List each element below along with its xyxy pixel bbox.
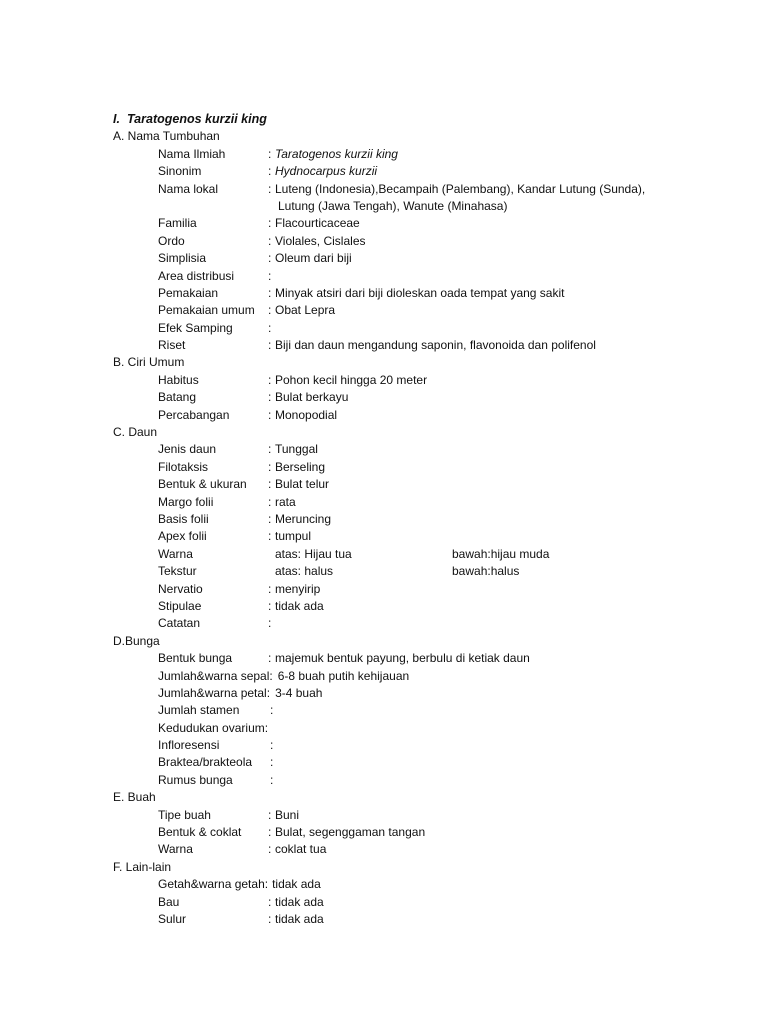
field-row-nama-lokal-continued (0, 198, 768, 215)
field-label: Bentuk bunga (158, 651, 233, 666)
field-row-sepal (0, 668, 768, 685)
field-value: Monopodial (275, 407, 338, 422)
field-colon: : (268, 146, 272, 161)
field-value: 6-8 buah putih kehijauan (277, 668, 410, 683)
field-row-warna-buah (0, 841, 768, 858)
field-label: Sulur (158, 911, 187, 926)
field-colon: : (268, 233, 272, 248)
field-row-tipe-buah (0, 807, 768, 824)
title-number: I. (113, 112, 120, 126)
field-row-margo-folii (0, 494, 768, 511)
field-colon: : (268, 842, 272, 857)
field-label: Warna (158, 546, 193, 561)
field-label: Margo folii (158, 494, 214, 509)
section-heading-a (0, 128, 768, 145)
field-label: Tekstur (158, 564, 197, 579)
field-label: Familia (158, 216, 197, 231)
field-label: Efek Samping (158, 320, 233, 335)
field-row-simplisia (0, 250, 768, 267)
field-colon: : (268, 494, 272, 509)
field-colon: : (268, 285, 272, 300)
field-colon: : (268, 459, 272, 474)
field-label: Pemakaian (158, 285, 219, 300)
field-label: Percabangan (158, 407, 230, 422)
field-value: Buni (275, 807, 300, 822)
field-row-getah (0, 876, 768, 893)
field-colon: : (268, 181, 272, 196)
field-row-area-distribusi (0, 268, 768, 285)
field-label: Getah&warna getah: (158, 877, 269, 892)
field-row-filotaksis (0, 459, 768, 476)
field-colon: : (268, 598, 272, 613)
field-row-bentuk-ukuran (0, 476, 768, 493)
field-row-kedudukan-ovarium (0, 720, 768, 737)
field-label: Area distribusi (158, 268, 235, 283)
field-row-batang (0, 389, 768, 406)
field-label: Nama Ilmiah (158, 146, 226, 161)
field-colon: : (268, 651, 272, 666)
field-value-top-side: atas: Hijau tua (275, 546, 352, 561)
field-value: Bulat telur (275, 477, 330, 492)
field-row-petal (0, 685, 768, 702)
field-label: Riset (158, 338, 186, 353)
section-heading-f (0, 859, 768, 876)
field-value: Flacourticaceae (275, 216, 360, 231)
document-page (0, 111, 768, 928)
field-colon: : (268, 251, 272, 266)
field-label: Sinonim (158, 164, 202, 179)
field-row-pemakaian-umum (0, 302, 768, 319)
field-label: Stipulae (158, 598, 202, 613)
field-value: 3-4 buah (275, 685, 323, 700)
field-label: Jumlah stamen (158, 703, 240, 718)
field-colon: : (270, 703, 274, 718)
field-value: tidak ada (275, 598, 324, 613)
field-label-group (158, 876, 321, 893)
field-label: Rumus bunga (158, 772, 233, 787)
field-row-bentuk-coklat (0, 824, 768, 841)
field-label: Kedudukan ovarium: (158, 720, 269, 735)
field-value: rata (275, 494, 296, 509)
field-colon: : (268, 581, 272, 596)
field-value: Obat Lepra (275, 303, 336, 318)
field-row-rumus-bunga (0, 772, 768, 789)
field-value: Berseling (275, 459, 326, 474)
title-text: Taratogenos kurzii king (127, 112, 267, 126)
field-value-continued: Lutung (Jawa Tengah), Wanute (Minahasa) (278, 198, 508, 213)
field-row-nama-lokal (0, 181, 768, 198)
field-row-percabangan (0, 407, 768, 424)
field-label: Jumlah&warna petal: (158, 685, 271, 700)
field-label: Braktea/brakteola (158, 755, 253, 770)
field-value: menyirip (275, 581, 321, 596)
field-colon: : (268, 477, 272, 492)
field-colon: : (268, 216, 272, 231)
field-value: Violales, Cislales (275, 233, 366, 248)
field-row-stipulae (0, 598, 768, 615)
field-label: Tipe buah (158, 807, 211, 822)
field-colon: : (268, 825, 272, 840)
section-heading-b (0, 354, 768, 371)
field-label: Pemakaian umum (158, 303, 255, 318)
field-row-braktea (0, 754, 768, 771)
field-value: Hydnocarpus kurzii (275, 164, 378, 179)
field-label: Warna (158, 842, 193, 857)
field-label: Jenis daun (158, 442, 217, 457)
field-row-bentuk-bunga (0, 650, 768, 667)
field-row-warna-daun (0, 546, 768, 563)
field-value: Oleum dari biji (275, 251, 352, 266)
section-heading: E. Buah (113, 790, 156, 805)
field-colon: : (268, 164, 272, 179)
field-row-habitus (0, 372, 768, 389)
field-colon: : (268, 268, 272, 283)
field-colon: : (270, 755, 274, 770)
field-label: Nama lokal (158, 181, 219, 196)
field-colon: : (268, 511, 272, 526)
field-row-sulur (0, 911, 768, 928)
field-row-jenis-daun (0, 441, 768, 458)
section-heading: B. Ciri Umum (113, 355, 185, 370)
field-label: Simplisia (158, 251, 207, 266)
section-heading: A. Nama Tumbuhan (113, 129, 220, 144)
field-colon: : (270, 738, 274, 753)
field-label: Infloresensi (158, 738, 220, 753)
field-value-bottom-side: bawah:hijau muda (452, 546, 550, 561)
field-label: Habitus (158, 372, 199, 387)
field-colon: : (268, 390, 272, 405)
field-value: Bulat, segenggaman tangan (275, 825, 426, 840)
field-colon: : (270, 772, 274, 787)
field-row-riset (0, 337, 768, 354)
field-row-efek-samping (0, 320, 768, 337)
field-label: Apex folii (158, 529, 207, 544)
field-label: Bentuk & ukuran (158, 477, 247, 492)
field-label: Catatan (158, 616, 201, 631)
field-label-group (158, 685, 322, 702)
field-value: tidak ada (275, 911, 324, 926)
field-colon: : (268, 911, 272, 926)
section-heading-d (0, 633, 768, 650)
field-value: tidak ada (272, 877, 321, 892)
page-title (0, 111, 768, 128)
field-value: Minyak atsiri dari biji dioleskan oada tempat yang sakit (275, 285, 565, 300)
field-label: Ordo (158, 233, 185, 248)
field-row-tekstur (0, 563, 768, 580)
field-value: tidak ada (275, 894, 324, 909)
field-label: Bentuk & coklat (158, 825, 242, 840)
field-value: coklat tua (275, 842, 327, 857)
field-label: Basis folii (158, 511, 209, 526)
field-colon: : (268, 894, 272, 909)
field-value: Tunggal (275, 442, 318, 457)
field-label-group (158, 668, 409, 685)
field-value: Pohon kecil hingga 20 meter (275, 372, 428, 387)
field-row-jumlah-stamen (0, 702, 768, 719)
field-value: Bulat berkayu (275, 390, 349, 405)
field-value-bottom-side: bawah:halus (452, 564, 520, 579)
field-value: Meruncing (275, 511, 332, 526)
section-heading: D.Bunga (113, 633, 160, 648)
field-row-familia (0, 215, 768, 232)
field-label: Bau (158, 894, 180, 909)
section-heading-e (0, 789, 768, 806)
field-colon: : (268, 807, 272, 822)
field-row-catatan (0, 615, 768, 632)
field-value: majemuk bentuk payung, berbulu di ketiak daun (275, 651, 530, 666)
field-row-pemakaian (0, 285, 768, 302)
field-colon: : (268, 616, 272, 631)
field-value: Luteng (Indonesia),Becampaih (Palembang), Kandar Lutung (Sunda), (275, 181, 646, 196)
field-row-apex-folii (0, 528, 768, 545)
field-row-basis-folii (0, 511, 768, 528)
section-heading-c (0, 424, 768, 441)
field-value: Biji dan daun mengandung saponin, flavonoida dan polifenol (275, 338, 596, 353)
section-heading: F. Lain-lain (113, 859, 172, 874)
field-colon: : (268, 372, 272, 387)
field-label: Nervatio (158, 581, 203, 596)
field-value: tumpul (275, 529, 312, 544)
field-row-sinonim (0, 163, 768, 180)
field-colon: : (268, 303, 272, 318)
field-label: Filotaksis (158, 459, 209, 474)
field-row-infloresensi (0, 737, 768, 754)
section-heading: C. Daun (113, 425, 158, 440)
field-colon: : (268, 442, 272, 457)
field-colon: : (268, 338, 272, 353)
field-row-nervatio (0, 581, 768, 598)
field-row-nama-ilmiah (0, 146, 768, 163)
field-row-ordo (0, 233, 768, 250)
field-row-bau (0, 894, 768, 911)
field-colon: : (268, 407, 272, 422)
field-label: Jumlah&warna sepal: (158, 668, 273, 683)
field-colon: : (268, 320, 272, 335)
field-value: Taratogenos kurzii king (275, 146, 398, 161)
field-label: Batang (158, 390, 197, 405)
field-value-top-side: atas: halus (275, 564, 334, 579)
field-colon: : (268, 529, 272, 544)
